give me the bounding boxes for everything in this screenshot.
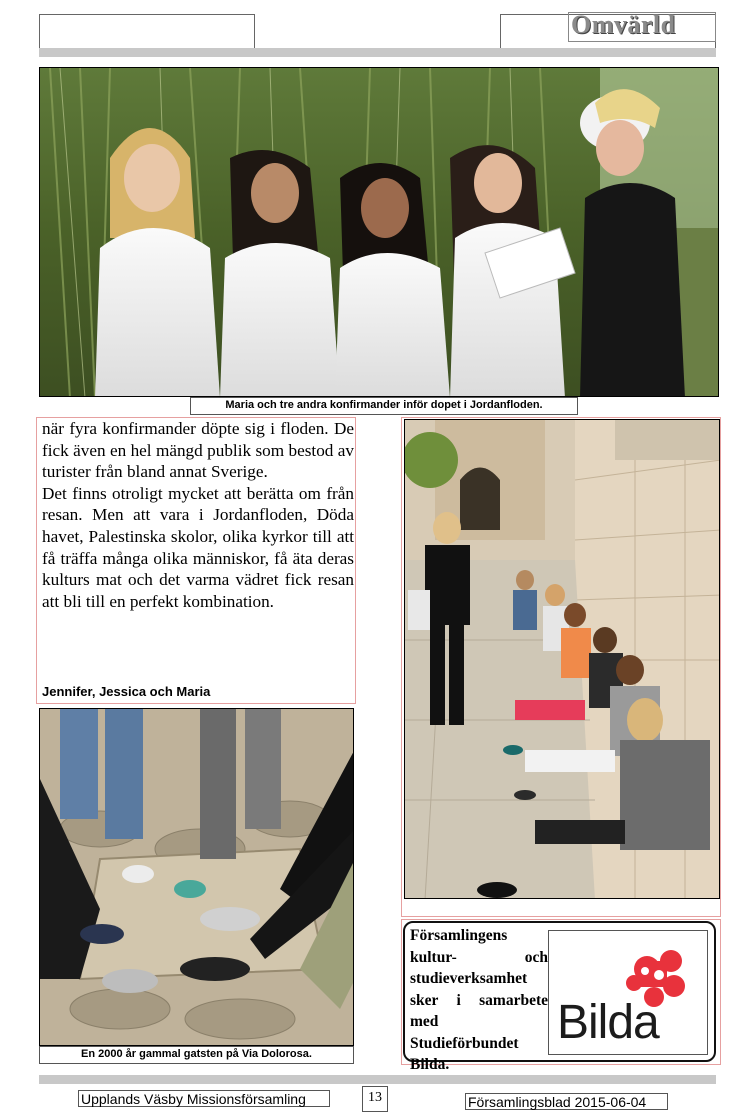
top-photo-caption: Maria och tre andra konfirmander inför dopet i Jordanfloden. (190, 397, 578, 415)
group-street-photo (404, 419, 720, 899)
article-signature: Jennifer, Jessica och Maria (42, 684, 211, 699)
bottom-photo-caption: En 2000 år gammal gatsten på Via Dolorosa. (39, 1046, 354, 1064)
bilda-logo-text: Bilda (557, 996, 659, 1049)
footer-issue: Församlingsblad 2015-06-04 (465, 1093, 668, 1110)
article-body (42, 418, 354, 612)
footer-rule (39, 1075, 716, 1084)
header-rule (39, 48, 716, 57)
via-dolorosa-photo (39, 708, 354, 1046)
footer-page-number: 13 (362, 1086, 388, 1112)
section-title: Omvärld (571, 10, 676, 39)
baptism-photo-illustration (40, 68, 719, 397)
baptism-photo (39, 67, 719, 397)
bilda-logo (548, 930, 708, 1055)
article-paragraph: när fyra konfirmander döpte sig i floden. De fick även en hel mängd publik som bestod av turister från bland annat Sverige. (42, 419, 354, 482)
via-dolorosa-photo-illustration (40, 709, 354, 1046)
group-street-photo-illustration (405, 420, 720, 899)
article-paragraph: Det finns otroligt mycket att berätta om från resan. Men att vara i Jordanfloden, Döda havet, Palestinska skolor, olika kyrkor till att få träffa många olika människor, få äta deras kulturs mat och det varma vädret fick resan att bli till en perfekt kombination. (42, 483, 354, 611)
footer-organization: Upplands Väsby Missionsförsamling (78, 1090, 330, 1107)
bilda-ad-text: Församlingens kultur- och studieverksamhet sker i samarbete med Studieförbundet Bilda. (410, 927, 548, 1073)
